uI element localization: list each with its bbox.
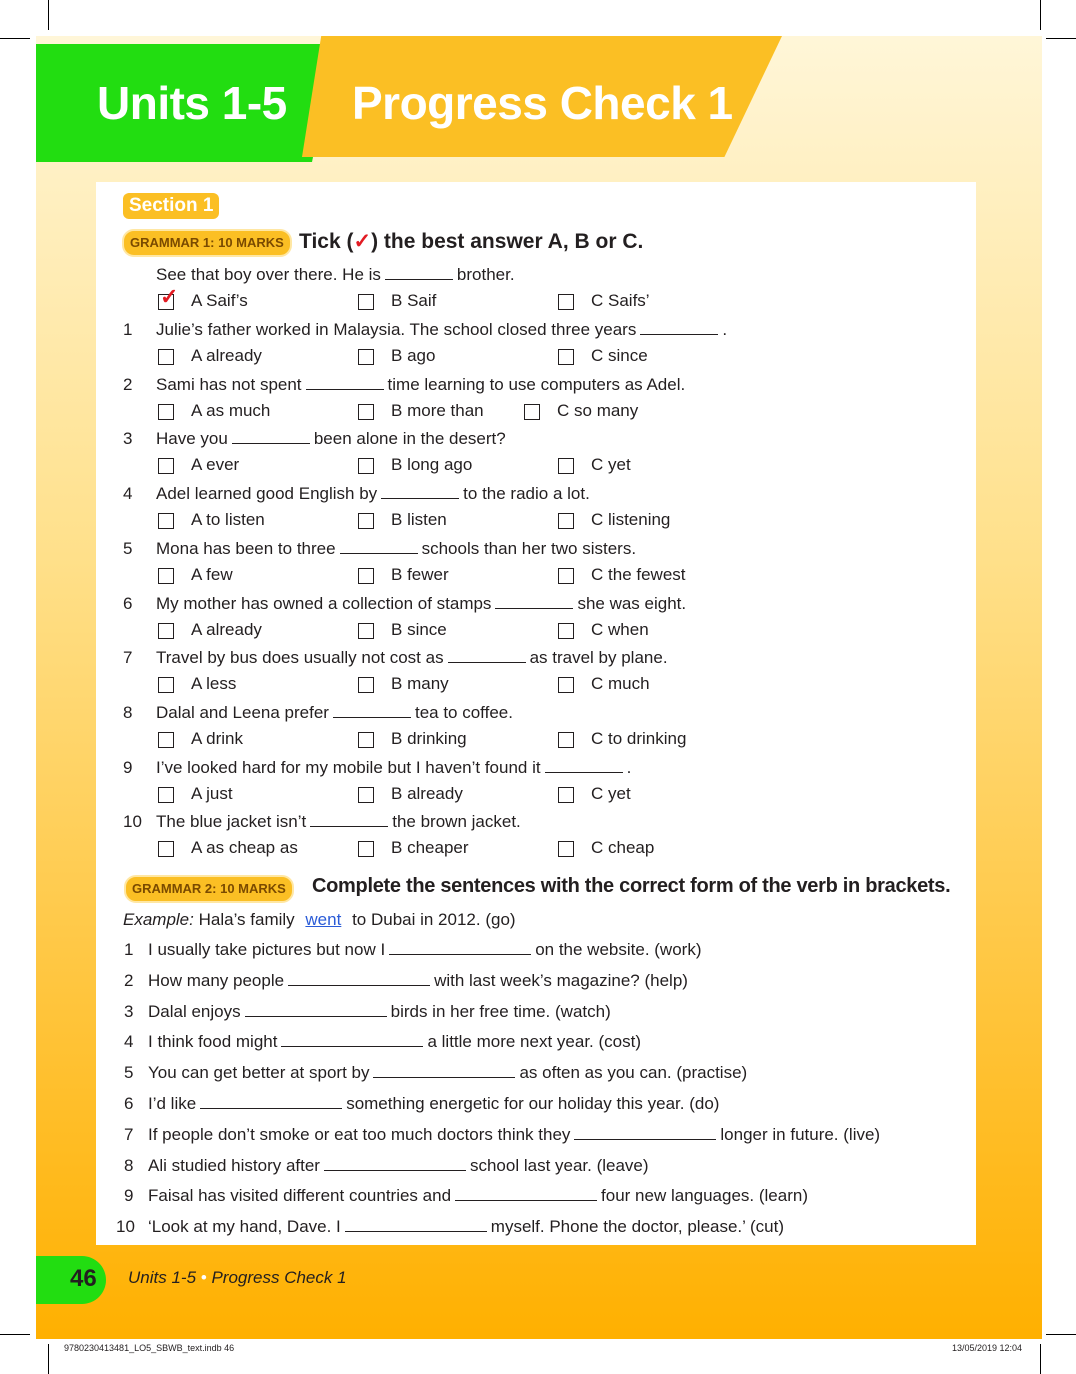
answer-option: A already <box>191 619 262 639</box>
check-mark-icon: ✓ <box>160 284 179 309</box>
section-badge: Section 1 <box>123 193 219 219</box>
page-number: 46 <box>70 1265 97 1292</box>
example-answer: went <box>305 910 342 929</box>
grammar2-example: Example: Hala’s family went to Dubai in 2012. (go) <box>123 910 516 929</box>
answer-checkbox[interactable] <box>158 787 174 803</box>
answer-option: B fewer <box>391 564 449 584</box>
crop-mark <box>1040 0 1041 30</box>
answer-checkbox[interactable] <box>158 568 174 584</box>
crop-mark <box>48 1344 49 1374</box>
answer-option: C to drinking <box>591 728 687 748</box>
answer-blank <box>333 703 411 718</box>
answer-option: B Saif <box>391 291 437 310</box>
answer-checkbox[interactable] <box>358 732 374 748</box>
answer-option: A just <box>191 783 233 803</box>
grammar1-instruction: Tick (✓) the best answer A, B or C. <box>299 230 644 253</box>
answer-option: B since <box>391 619 447 639</box>
answer-option: A already <box>191 346 262 365</box>
question-number: 2 <box>124 970 134 990</box>
question-number: 4 <box>123 484 133 504</box>
answer-blank <box>310 812 388 827</box>
answer-blank[interactable] <box>455 1186 597 1201</box>
answer-option: C cheap <box>591 838 655 858</box>
answer-option: A as cheap as <box>191 838 298 858</box>
question-sentence: I think food might a little more next year. (cost) <box>148 1032 641 1052</box>
question-number: 10 <box>123 812 142 832</box>
question-number: 1 <box>124 940 134 959</box>
answer-blank[interactable] <box>574 1125 716 1140</box>
question-number: 6 <box>124 1094 134 1113</box>
print-slug-left: 9780230413481_LO5_SBWB_text.indb 46 <box>64 1343 235 1353</box>
answer-checkbox[interactable] <box>558 841 574 857</box>
crop-mark <box>1040 1344 1041 1374</box>
question-sentence: You can get better at sport by as often as you can. (practise) <box>148 1063 748 1083</box>
answer-checkbox[interactable] <box>358 787 374 803</box>
answer-option: B listen <box>391 510 447 530</box>
question-sentence: I usually take pictures but now I on the website. (work) <box>148 940 702 959</box>
grammar2-instruction: Complete the sentences with the correct form of the verb in brackets. <box>312 875 951 897</box>
question-sentence: Mona has been to three schools than her two sisters. <box>156 538 637 558</box>
answer-checkbox[interactable] <box>558 623 574 639</box>
answer-blank[interactable] <box>324 1156 466 1171</box>
answer-checkbox[interactable] <box>558 513 574 529</box>
answer-checkbox[interactable] <box>558 349 574 365</box>
answer-option: A drink <box>191 728 243 748</box>
answer-checkbox[interactable] <box>158 458 174 474</box>
answer-option: B more than <box>391 400 484 420</box>
crop-mark <box>0 1334 30 1335</box>
answer-blank[interactable] <box>288 971 430 986</box>
answer-checkbox[interactable] <box>558 677 574 693</box>
answer-checkbox[interactable] <box>558 568 574 584</box>
question-sentence: Have you been alone in the desert? <box>156 429 506 449</box>
grammar1-badge: GRAMMAR 1: 10 MARKS <box>122 229 292 257</box>
answer-option: B ago <box>391 346 436 365</box>
question-number: 8 <box>124 1155 134 1175</box>
question-sentence: Dalal enjoys birds in her free time. (watch) <box>148 1001 611 1021</box>
answer-checkbox[interactable] <box>358 841 374 857</box>
answer-option: C listening <box>591 510 671 530</box>
answer-blank <box>640 320 718 335</box>
footer-title: Units 1-5 • Progress Check 1 <box>128 1268 347 1287</box>
question-number: 7 <box>124 1124 134 1144</box>
answer-checkbox[interactable] <box>524 404 540 420</box>
answer-checkbox[interactable] <box>558 787 574 803</box>
answer-blank[interactable] <box>281 1032 423 1047</box>
answer-blank <box>448 648 526 663</box>
question-number: 7 <box>123 648 133 668</box>
answer-blank <box>495 594 573 609</box>
answer-option: C since <box>591 346 648 365</box>
question-sentence: Faisal has visited different countries and four new languages. (learn) <box>148 1186 808 1206</box>
tick-icon: ✓ <box>353 230 372 253</box>
answer-checkbox[interactable] <box>158 677 174 693</box>
question-number: 9 <box>124 1186 134 1206</box>
answer-blank[interactable] <box>345 1217 487 1232</box>
print-slug-right: 13/05/2019 12:04 <box>952 1343 1023 1353</box>
answer-checkbox[interactable] <box>158 513 174 529</box>
answer-blank <box>232 429 310 444</box>
answer-option: B drinking <box>391 728 467 748</box>
answer-blank[interactable] <box>200 1094 342 1109</box>
question-number: 9 <box>123 757 133 777</box>
answer-blank[interactable] <box>373 1063 515 1078</box>
header-title: Progress Check 1 <box>352 77 733 129</box>
question-sentence: How many people with last week’s magazine? (help) <box>148 970 688 990</box>
answer-checkbox[interactable] <box>158 841 174 857</box>
answer-checkbox[interactable] <box>158 623 174 639</box>
question-number: 5 <box>123 538 133 558</box>
question-sentence: Sami has not spent time learning to use computers as Adel. <box>156 374 686 394</box>
crop-mark <box>1046 1334 1076 1335</box>
question-number: 4 <box>124 1032 134 1052</box>
answer-checkbox[interactable] <box>358 568 374 584</box>
answer-option: B cheaper <box>391 838 469 858</box>
answer-checkbox[interactable] <box>158 349 174 365</box>
question-sentence: See that boy over there. He is brother. <box>156 265 515 284</box>
answer-blank <box>381 484 459 499</box>
answer-option: A Saif’s <box>191 291 248 310</box>
answer-checkbox[interactable] <box>558 458 574 474</box>
question-sentence: Adel learned good English by to the radio a lot. <box>156 484 590 504</box>
question-number: 3 <box>123 429 133 449</box>
answer-blank <box>340 539 418 554</box>
answer-checkbox[interactable] <box>358 294 374 310</box>
answer-checkbox[interactable] <box>358 349 374 365</box>
answer-blank[interactable] <box>389 940 531 955</box>
answer-option: B long ago <box>391 455 473 475</box>
answer-option: C when <box>591 619 649 639</box>
question-sentence: ‘Look at my hand, Dave. I myself. Phone the doctor, please.’ (cut) <box>148 1217 785 1237</box>
grammar2-badge: GRAMMAR 2: 10 MARKS <box>124 875 294 903</box>
answer-option: B already <box>391 783 463 803</box>
answer-blank <box>545 758 623 773</box>
answer-option: C Saifs’ <box>591 291 650 310</box>
question-number: 3 <box>124 1001 134 1021</box>
question-sentence: I’d like something energetic for our holiday this year. (do) <box>148 1094 720 1113</box>
crop-mark <box>1046 38 1076 39</box>
answer-blank <box>385 265 453 280</box>
answer-option: A few <box>191 564 233 584</box>
question-number: 1 <box>123 320 133 339</box>
question-sentence: I’ve looked hard for my mobile but I haven’t found it . <box>156 757 632 777</box>
answer-checkbox[interactable] <box>358 623 374 639</box>
answer-option: B many <box>391 674 449 694</box>
question-sentence: Julie’s father worked in Malaysia. The school closed three years . <box>156 320 728 339</box>
question-sentence: Travel by bus does usually not cost as as travel by plane. <box>156 648 668 668</box>
answer-option: A less <box>191 674 237 694</box>
question-number: 10 <box>116 1217 135 1237</box>
question-number: 2 <box>123 374 133 394</box>
question-sentence: The blue jacket isn’t the brown jacket. <box>156 812 521 832</box>
question-number: 8 <box>123 702 133 722</box>
answer-blank <box>306 375 384 390</box>
answer-option: A to listen <box>191 510 265 530</box>
answer-option: A as much <box>191 400 271 420</box>
question-sentence: My mother has owned a collection of stamps she was eight. <box>156 593 687 613</box>
answer-checkbox[interactable] <box>358 513 374 529</box>
crop-mark <box>0 38 30 39</box>
answer-option: A ever <box>191 455 240 475</box>
question-sentence: If people don’t smoke or eat too much doctors think they longer in future. (live) <box>148 1124 881 1144</box>
crop-mark <box>48 0 49 30</box>
answer-option: C yet <box>591 455 631 475</box>
answer-blank[interactable] <box>245 1002 387 1017</box>
answer-checkbox[interactable] <box>358 458 374 474</box>
question-sentence: Dalal and Leena prefer tea to coffee. <box>156 702 513 722</box>
answer-option: C yet <box>591 783 631 803</box>
answer-checkbox[interactable] <box>158 404 174 420</box>
question-number: 5 <box>124 1063 134 1083</box>
answer-option: C much <box>591 674 650 694</box>
answer-option: C the fewest <box>591 564 686 584</box>
question-number: 6 <box>123 593 133 613</box>
header-units: Units 1-5 <box>97 77 287 129</box>
example-label: Example: <box>123 910 194 929</box>
answer-checkbox[interactable] <box>158 732 174 748</box>
answer-checkbox[interactable] <box>358 677 374 693</box>
answer-checkbox[interactable] <box>558 294 574 310</box>
answer-checkbox[interactable] <box>558 732 574 748</box>
answer-option: C so many <box>557 400 639 420</box>
answer-checkbox[interactable] <box>358 404 374 420</box>
question-sentence: Ali studied history after school last year. (leave) <box>148 1155 649 1175</box>
